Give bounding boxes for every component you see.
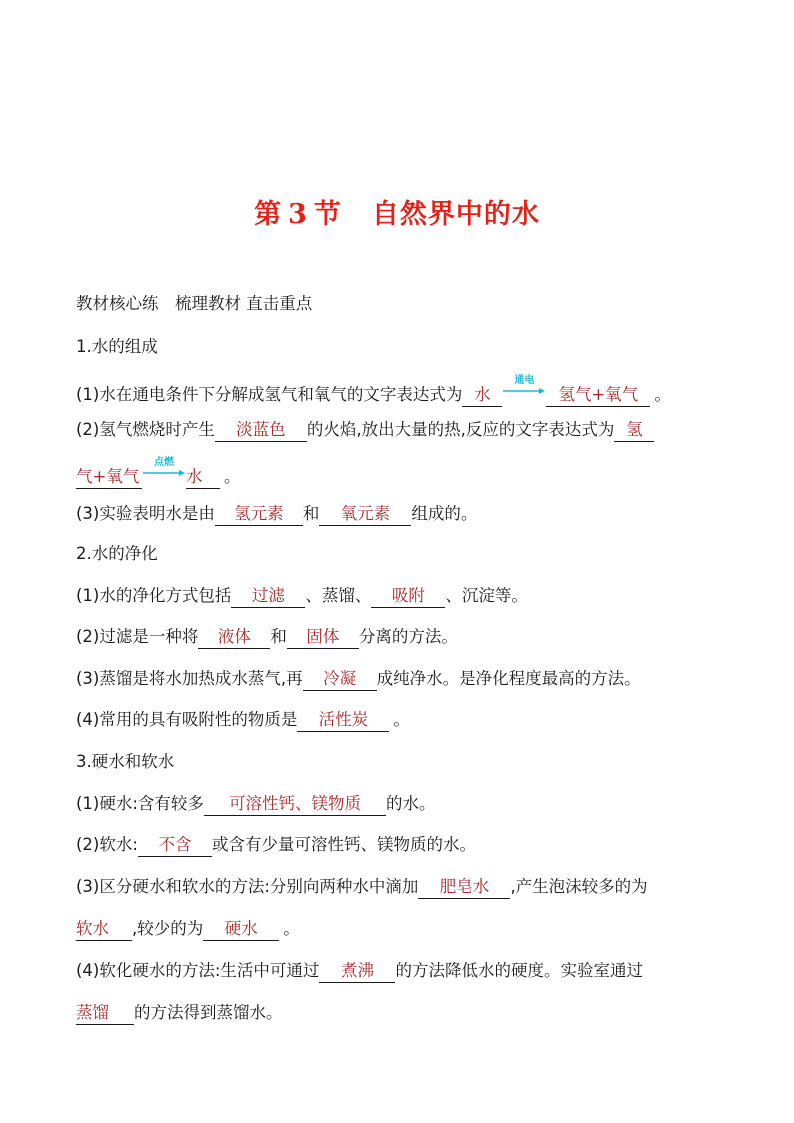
s1-q1-reaction-arrow (502, 375, 546, 400)
s3-q3-text-c: ,较少的为 (132, 919, 204, 938)
s2-q3 (76, 667, 641, 691)
page-title (0, 192, 794, 231)
s1-q2-end: 。 (224, 467, 241, 486)
s2-q2-text-c: 分离的方法。 (358, 627, 458, 646)
s3-q4-line2 (76, 1001, 283, 1025)
s2-q1-text-c: 、沉淀等。 (445, 586, 528, 605)
s2-q2 (76, 625, 458, 649)
s1-q3-text-c: 组成的。 (411, 504, 478, 523)
s2-q1-answer-b: 吸附 (371, 585, 445, 608)
s1-q3 (76, 502, 477, 526)
section-2-heading: 2.水的净化 (76, 544, 158, 563)
s3-q3-text-b: ,产生泡沫较多的为 (510, 877, 648, 896)
s2-q2-answer-b: 固体 (287, 626, 359, 649)
s1-q2-answer-a: 淡蓝色 (215, 419, 307, 442)
s3-q3-answer-b: 软水 (76, 918, 132, 941)
s2-q4-text-b: 。 (393, 710, 410, 729)
s2-q4-answer-a: 活性炭 (297, 709, 389, 732)
s3-q3-line1 (76, 875, 648, 899)
s1-q1-answer-b: 氢气+氧气 (546, 384, 650, 407)
title-prefix: 第 (254, 199, 283, 230)
s3-q2-text-b: 或含有少量可溶性钙、镁物质的水。 (211, 835, 476, 854)
s1-q1-text-a: (1)水在通电条件下分解成氢气和氧气的文字表达式为 (76, 385, 463, 404)
s3-q1-text-b: 的水。 (385, 794, 436, 813)
s2-q2-text-a: (2)过滤是一种将 (76, 627, 199, 646)
arrow-right-icon (142, 469, 186, 477)
s1-q3-text-b: 和 (302, 504, 320, 523)
s2-q3-text-b: 成纯净水。是净化程度最高的方法。 (376, 669, 641, 688)
s3-q4-answer-a: 煮沸 (319, 960, 395, 983)
s3-q3-text-a: (3)区分硬水和软水的方法:分别向两种水中滴加 (76, 877, 419, 896)
s1-q2-answer-b1: 氢 (614, 419, 654, 442)
s1-q2-answer-b2: 气+氧气 (76, 466, 142, 489)
title-suffix: 节 (313, 199, 342, 230)
s2-q4 (76, 708, 410, 732)
s3-q1-text-a: (1)硬水:含有较多 (76, 794, 204, 813)
s3-q2-answer-a: 不含 (138, 834, 212, 857)
s3-q4-text-a: (4)软化硬水的方法:生活中可通过 (76, 961, 320, 980)
s3-q3-line2 (76, 917, 300, 941)
s1-q2-reaction-arrow (142, 457, 186, 482)
s1-q2-text-a: (2)氢气燃烧时产生 (76, 420, 215, 439)
s3-q4-text-b: 的方法降低水的硬度。实验室通过 (395, 961, 643, 980)
s1-q3-answer-b: 氧元素 (319, 503, 411, 526)
s3-q3-answer-c: 硬水 (203, 918, 279, 941)
s3-q4-answer-b: 蒸馏 (76, 1002, 134, 1025)
section-3-heading: 3.硬水和软水 (76, 752, 175, 771)
s3-q4-text-c: 的方法得到蒸馏水。 (134, 1003, 283, 1022)
s2-q1 (76, 584, 528, 608)
s1-q2-line2 (76, 457, 241, 486)
s1-q1-answer-a: 水 (462, 384, 502, 407)
s1-q2-answer-c: 水 (186, 466, 220, 489)
s3-q1-answer-a: 可溶性钙、镁物质 (204, 793, 386, 816)
s2-q1-answer-a: 过滤 (231, 585, 305, 608)
s1-q1-end: 。 (654, 385, 671, 404)
section-1-heading: 1.水的组成 (76, 337, 158, 356)
s2-q1-text-a: (1)水的净化方式包括 (76, 586, 232, 605)
s2-q4-text-a: (4)常用的具有吸附性的物质是 (76, 710, 298, 729)
subheader: 教材核心练 梳理教材 直击重点 (76, 294, 313, 313)
s3-q2 (76, 833, 476, 857)
s3-q3-answer-a: 肥皂水 (418, 876, 510, 899)
s1-q2-condition: 点燃 (154, 457, 174, 468)
s1-q2-line1 (76, 418, 654, 442)
s3-q3-end: 。 (283, 919, 300, 938)
s1-q1-condition: 通电 (514, 375, 535, 386)
title-name: 自然界中的水 (371, 199, 540, 230)
s2-q2-answer-a: 液体 (198, 626, 270, 649)
s3-q2-text-a: (2)软水: (76, 835, 138, 854)
s1-q3-answer-a: 氢元素 (215, 503, 303, 526)
s2-q3-text-a: (3)蒸馏是将水加热成水蒸气,再 (76, 669, 303, 688)
s3-q1 (76, 792, 435, 816)
s1-q1 (76, 375, 671, 404)
title-number: 3 (288, 199, 308, 230)
s1-q2-text-b: 的火焰,放出大量的热,反应的文字表达式为 (306, 420, 615, 439)
s3-q4-line1 (76, 959, 643, 983)
s2-q3-answer-a: 冷凝 (303, 668, 377, 691)
s2-q1-text-b: 、蒸馏、 (305, 586, 372, 605)
arrow-right-icon (502, 387, 546, 395)
s2-q2-text-b: 和 (270, 627, 287, 646)
s1-q3-text-a: (3)实验表明水是由 (76, 504, 215, 523)
